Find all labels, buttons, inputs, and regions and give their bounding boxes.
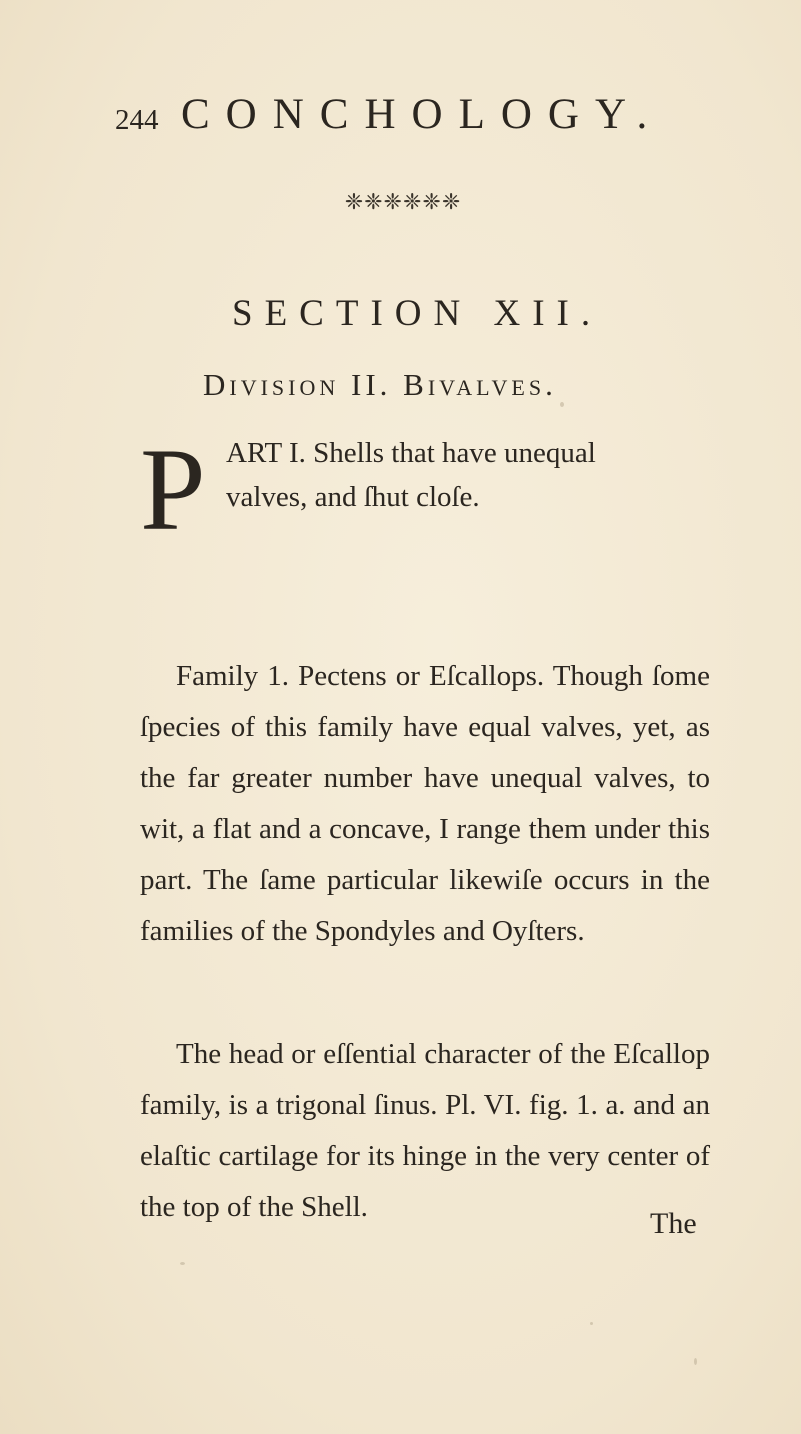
part-line-1: ART I. Shells that have unequal	[226, 437, 596, 469]
paragraph-pectens: Family 1. Pectens or Eſcallops. Though ſome ſpecies of this family have equal valves, yet, as the far greater number have unequal valves, to wit, a flat and a concave, I range them under this part. The ſame particular likewiſe occurs in the families of the Spondyles and Oyſters.	[140, 660, 710, 947]
paragraph-escallop-character: The head or eſſential character of the Eſcallop family, is a trigonal ſinus. Pl. VI. fig. 1. a. and an elaſtic cartilage for its hinge in the very center of the top of the Shell.	[140, 1038, 710, 1223]
division-heading: Division II. Bivalves.	[203, 367, 557, 402]
paper-speck	[694, 1358, 697, 1365]
page-number: 244	[115, 104, 159, 136]
part-heading-block	[140, 424, 710, 557]
drop-cap: P	[140, 424, 206, 555]
paper-speck	[560, 402, 564, 407]
paper-speck	[590, 1322, 593, 1325]
part-line-2: valves, and ſhut cloſe.	[226, 481, 480, 513]
paper-speck	[180, 1262, 185, 1265]
section-heading: SECTION XII.	[232, 293, 603, 334]
catchword: The	[650, 1207, 697, 1240]
page-header	[115, 90, 715, 150]
running-title: CONCHOLOGY.	[181, 91, 664, 138]
decorative-ornament: ❈❈❈❈❈❈	[344, 190, 462, 215]
